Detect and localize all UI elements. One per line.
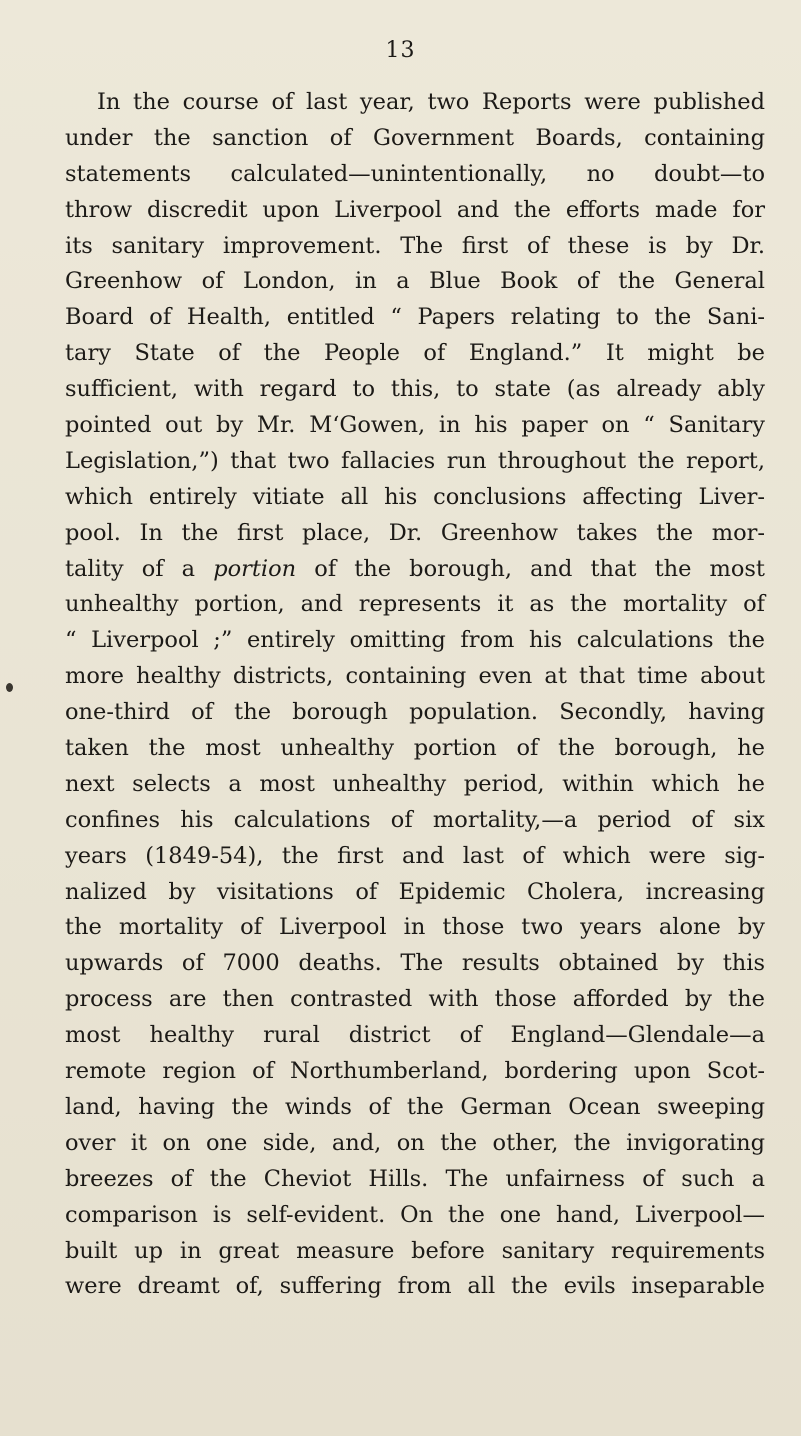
text-line: next selects a most unhealthy period, within which he: [65, 770, 765, 797]
text-line: process are then contrasted with those afforded by the: [65, 986, 765, 1013]
text-line: “ Liverpool ;” entirely omitting from his calculations the: [65, 627, 765, 654]
text-line: taken the most unhealthy portion of the borough, he: [65, 735, 765, 762]
text-line: comparison is self-evident. On the one hand, Liverpool—: [65, 1201, 765, 1228]
text-line: pointed out by Mr. M‘Gowen, in his paper on “ Sanitary: [65, 412, 765, 439]
text-line: most healthy rural district of England—Glendale—a: [65, 1022, 765, 1049]
text-line: upwards of 7000 deaths. The results obtained by this: [65, 950, 765, 977]
text-line: pool. In the first place, Dr. Greenhow takes the mor-: [65, 519, 765, 546]
italic-word: portion: [213, 555, 297, 582]
text-line: years (1849-54), the first and last of which were sig-: [65, 842, 765, 869]
text-line: over it on one side, and, on the other, the invigorating: [65, 1129, 765, 1156]
text-line: its sanitary improvement. The first of these is by Dr.: [65, 232, 765, 259]
text-line: were dreamt of, suffering from all the evils inseparable: [65, 1273, 765, 1300]
text-line: statements calculated—unintentionally, no doubt—to: [65, 160, 765, 187]
text-line: land, having the winds of the German Ocean sweeping: [65, 1093, 765, 1120]
text-line: nalized by visitations of Epidemic Cholera, increasing: [65, 878, 765, 905]
text-line: throw discredit upon Liverpool and the efforts made for: [65, 196, 765, 223]
text-line: Board of Health, entitled “ Papers relating to the Sani-: [65, 304, 765, 331]
text-line: unhealthy portion, and represents it as the mortality of: [65, 591, 765, 618]
ink-spot: [6, 683, 13, 692]
text-segment: of the borough, and that the most: [296, 555, 765, 582]
text-line: under the sanction of Government Boards, containing: [65, 124, 765, 151]
text-line: Legislation,”) that two fallacies run throughout the report,: [65, 447, 765, 474]
page-number: 13: [385, 38, 416, 63]
text-line: which entirely vitiate all his conclusions affecting Liver-: [65, 483, 765, 510]
body-paragraph: [65, 85, 765, 1305]
text-line: more healthy districts, containing even at that time about: [65, 663, 765, 690]
text-line: In the course of last year, two Reports were published: [97, 89, 765, 115]
text-line-with-italic: [65, 552, 765, 588]
text-line: built up in great measure before sanitary requirements: [65, 1237, 765, 1264]
text-line: remote region of Northumberland, bordering upon Scot-: [65, 1058, 765, 1085]
text-line: the mortality of Liverpool in those two years alone by: [65, 914, 765, 941]
text-line: one-third of the borough population. Secondly, having: [65, 699, 765, 726]
text-line: sufficient, with regard to this, to state (as already ably: [65, 376, 765, 403]
text-segment: tality of a: [65, 555, 214, 582]
text-line: breezes of the Cheviot Hills. The unfairness of such a: [65, 1165, 765, 1192]
text-line: confines his calculations of mortality,—a period of six: [65, 806, 765, 833]
text-line: tary State of the People of England.” It might be: [65, 340, 765, 367]
text-line: Greenhow of London, in a Blue Book of the General: [65, 268, 765, 295]
